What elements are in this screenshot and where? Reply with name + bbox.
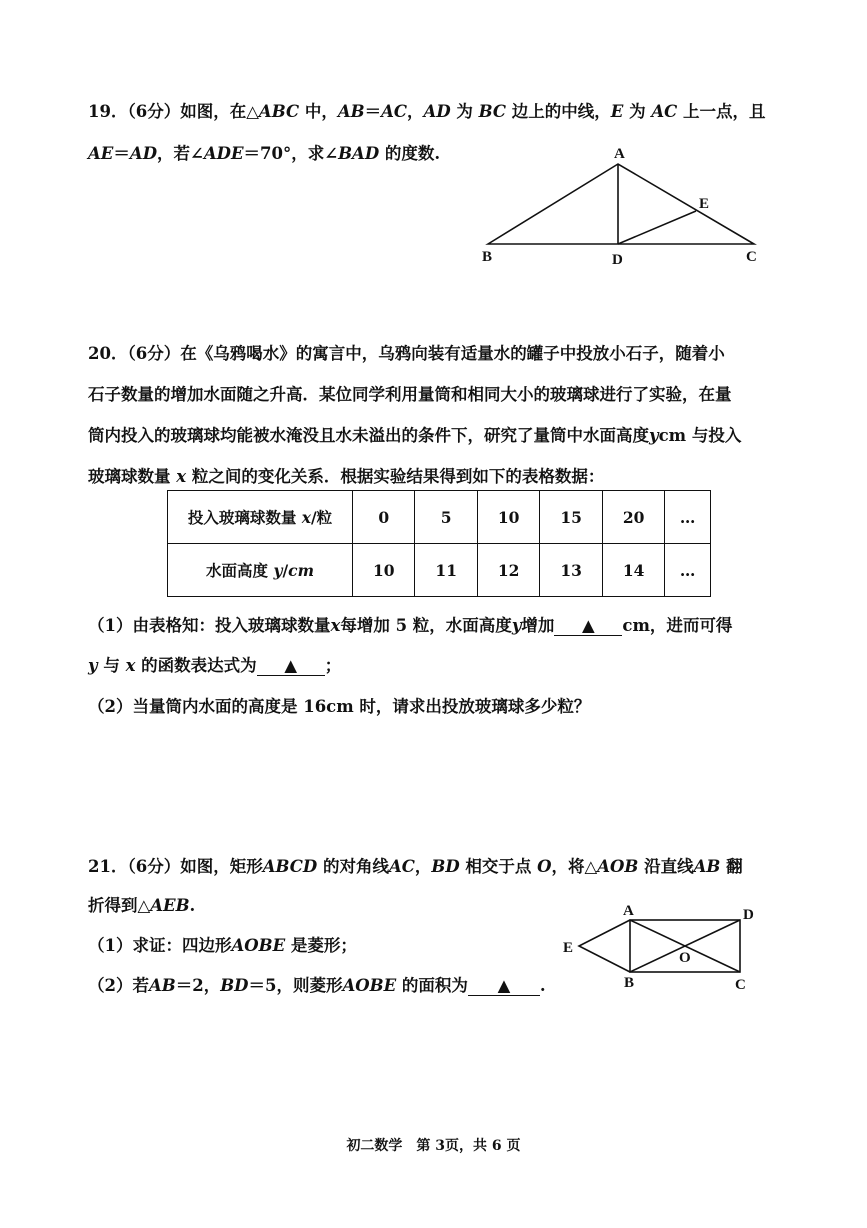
table-cell: … — [665, 491, 711, 544]
table-row — [168, 491, 711, 544]
table-cell: 5 — [415, 491, 477, 544]
label-e: E — [699, 196, 710, 212]
table-cell: 0 — [353, 491, 415, 544]
table-cell: 15 — [540, 491, 602, 544]
table-cell: 10 — [477, 491, 539, 544]
label-c: C — [735, 977, 746, 993]
q21-rectangle-rhombus-figure — [555, 895, 770, 1000]
table-header-cell: 投入玻璃球数量 x/粒 — [168, 491, 353, 544]
label-b: B — [624, 975, 635, 991]
q20-line-1: 20．（6分）在《乌鸦喝水》的寓言中，乌鸦向装有适量水的罐子中投放小石子，随着小 — [88, 344, 725, 363]
folded-triangle-aeb — [579, 920, 630, 972]
table-header-cell: 水面高度 y/cm — [168, 544, 353, 597]
q19-line-2: AE＝AD，若∠ADE＝70°，求∠BAD 的度数. — [88, 144, 441, 163]
table-cell: 13 — [540, 544, 602, 597]
label-d: D — [612, 252, 623, 268]
table-cell: 10 — [353, 544, 415, 597]
experiment-data-table — [167, 490, 711, 597]
q20-line-2: 石子数量的增加水面随之升高．某位同学利用量筒和相同大小的玻璃球进行了实验，在量 — [88, 385, 732, 404]
label-a: A — [623, 903, 634, 919]
q20-part1-line-1: （1）由表格知：投入玻璃球数量x每增加 5 粒，水面高度y增加 ▲ cm，进而可得 — [88, 616, 733, 635]
label-b: B — [482, 249, 493, 265]
label-c: C — [746, 249, 757, 265]
table-cell: 14 — [602, 544, 664, 597]
q21-line-1: 21．（6分）如图，矩形ABCD 的对角线AC，BD 相交于点 O，将△AOB 沿直线AB 翻 — [88, 857, 743, 876]
q20-line-4: 玻璃球数量 x 粒之间的变化关系．根据实验结果得到如下的表格数据： — [88, 467, 605, 486]
q21-part2: （2）若AB＝2，BD＝5，则菱形AOBE 的面积为 ▲ . — [88, 976, 546, 995]
q21-line-2: 折得到△AEB. — [88, 896, 196, 915]
answer-blank[interactable]: ▲ — [257, 658, 325, 676]
label-e: E — [563, 940, 574, 956]
q19-line-1: 19．（6分）如图，在△ABC 中，AB＝AC，AD 为 BC 边上的中线，E 为 AC 上一点，且 — [88, 102, 766, 121]
label-d: D — [743, 907, 754, 923]
table-cell: 20 — [602, 491, 664, 544]
q20-part2: （2）当量筒内水面的高度是 16cm 时，请求出投放玻璃球多少粒？ — [88, 697, 591, 716]
page-footer: 初二数学 第 3页，共 6 页 — [346, 1138, 521, 1154]
table-row — [168, 544, 711, 597]
table-cell: 11 — [415, 544, 477, 597]
answer-blank[interactable]: ▲ — [468, 978, 540, 996]
triangle-abc — [488, 164, 754, 244]
table-cell: … — [665, 544, 711, 597]
q19-triangle-figure — [470, 140, 770, 275]
q20-part1-line-2: y 与 x 的函数表达式为 ▲ ； — [88, 656, 342, 675]
table-cell: 12 — [477, 544, 539, 597]
q21-part1: （1）求证：四边形AOBE 是菱形； — [88, 936, 357, 955]
label-o: O — [679, 950, 691, 966]
q20-line-3: 筒内投入的玻璃球均能被水淹没且水未溢出的条件下，研究了量筒中水面高度ycm 与投入 — [88, 426, 742, 445]
segment-de — [618, 211, 696, 244]
answer-blank[interactable]: ▲ — [554, 618, 622, 636]
label-a: A — [614, 146, 625, 162]
